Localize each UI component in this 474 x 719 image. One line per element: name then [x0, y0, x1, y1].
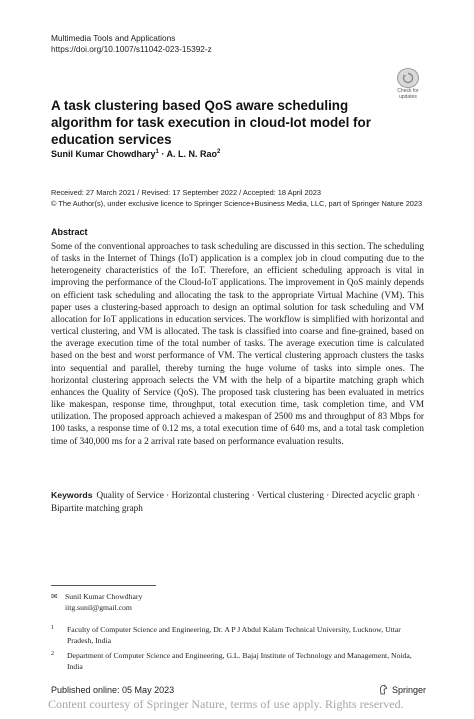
journal-header	[51, 33, 212, 55]
affiliation-text: Faculty of Computer Science and Engineering, Dr. A P J Abdul Kalam Technical University, Lucknow, Uttar Pradesh, India	[67, 625, 401, 645]
affiliation-number: 1	[51, 625, 54, 631]
correspondence	[51, 592, 142, 613]
keywords-text: Quality of Service · Horizontal clustering · Vertical clustering · Directed acyclic graph · Bipartite matching graph	[51, 490, 421, 513]
badge-label: Check for updates	[397, 88, 419, 100]
article-history	[51, 187, 431, 209]
author-name[interactable]: Sunil Kumar Chowdhary	[51, 149, 156, 159]
author-affiliation-marker: 2	[217, 149, 221, 155]
check-for-updates-badge[interactable]	[391, 68, 425, 100]
doi-link[interactable]: https://doi.org/10.1007/s11042-023-15392-z	[51, 44, 212, 54]
keywords-block	[51, 489, 424, 514]
copyright-notice: © The Author(s), under exclusive licence to Springer Science+Business Media, LLC, part of Springer Nature 2023	[51, 199, 423, 208]
corresponding-author-name: Sunil Kumar Chowdhary	[65, 592, 143, 601]
affiliation-number: 2	[51, 651, 54, 657]
footnote-divider	[51, 585, 156, 586]
journal-name: Multimedia Tools and Applications	[51, 33, 176, 43]
springer-horse-icon	[378, 684, 389, 695]
envelope-icon: ✉	[51, 592, 58, 601]
publisher-logo	[378, 684, 426, 695]
courtesy-watermark: Content courtesy of Springer Nature, terms of use apply. Rights reserved.	[48, 697, 404, 711]
abstract-text: Some of the conventional approaches to task scheduling are discussed in this section. The scheduling of tasks in the Internet of Things (IoT) application is a complex job in cloud computing due to the heterogeneity characteristics of the IoT. Therefore, an efficient scheduling approach is vital in improving the performance of the Cloud-IoT applications. The improvement in QoS mainly depends on efficient task scheduling and allocating the task to the appropriate Virtual Machine (VM). This paper uses a clustering-based approach to design an optimal solution for task scheduling and VM allocation for IoT applications in education services. The workflow is simplified with horizontal and vertical clustering, and VM is allocated. The task is classified into coarse and fine-grained, based on the average execution time of the total number of tasks. The average execution time is calculated based on the best and worst performance of VM. The vertical clustering approach clusters the tasks into sequential and parallel, thereby turning the huge volume of tasks into simple ones. The horizontal clustering approach selects the VM with the help of a bipartite matching graph which enhances the Quality of Service (QoS). The proposed task clustering has been evaluated in metrics like makespan, response time, throughput, total execution time, task completion time, and VM utilization. The proposed approach achieved a makespan of 2500 ms and throughput of 83 Mbps for 100 tasks, a response time of 0.12 ms, a total execution time of 640 ms, and a total task completion time of 340,000 ms for a 2 arrival rate based on performance evaluation results.	[51, 241, 424, 446]
corresponding-author-email[interactable]: iitg.sunil@gmail.com	[65, 602, 132, 612]
history-dates: Received: 27 March 2021 / Revised: 17 September 2022 / Accepted: 18 April 2023	[51, 188, 321, 197]
author-list	[51, 149, 220, 159]
paper-title: A task clustering based QoS aware scheduling algorithm for task execution in cloud-Iot model for education services	[51, 98, 371, 147]
author-separator: ·	[158, 149, 167, 159]
publisher-name: Springer	[392, 684, 427, 695]
affiliation-text: Department of Computer Science and Engineering, G.L. Bajaj Institute of Technology and Management, Noida, India	[67, 651, 412, 671]
update-icon	[397, 68, 419, 88]
author-affiliation-marker: 1	[155, 149, 159, 155]
published-date: Published online: 05 May 2023	[51, 685, 175, 695]
abstract-heading: Abstract	[51, 227, 88, 237]
author-name[interactable]: A. L. N. Rao	[166, 149, 218, 159]
keywords-label: Keywords	[51, 490, 93, 500]
